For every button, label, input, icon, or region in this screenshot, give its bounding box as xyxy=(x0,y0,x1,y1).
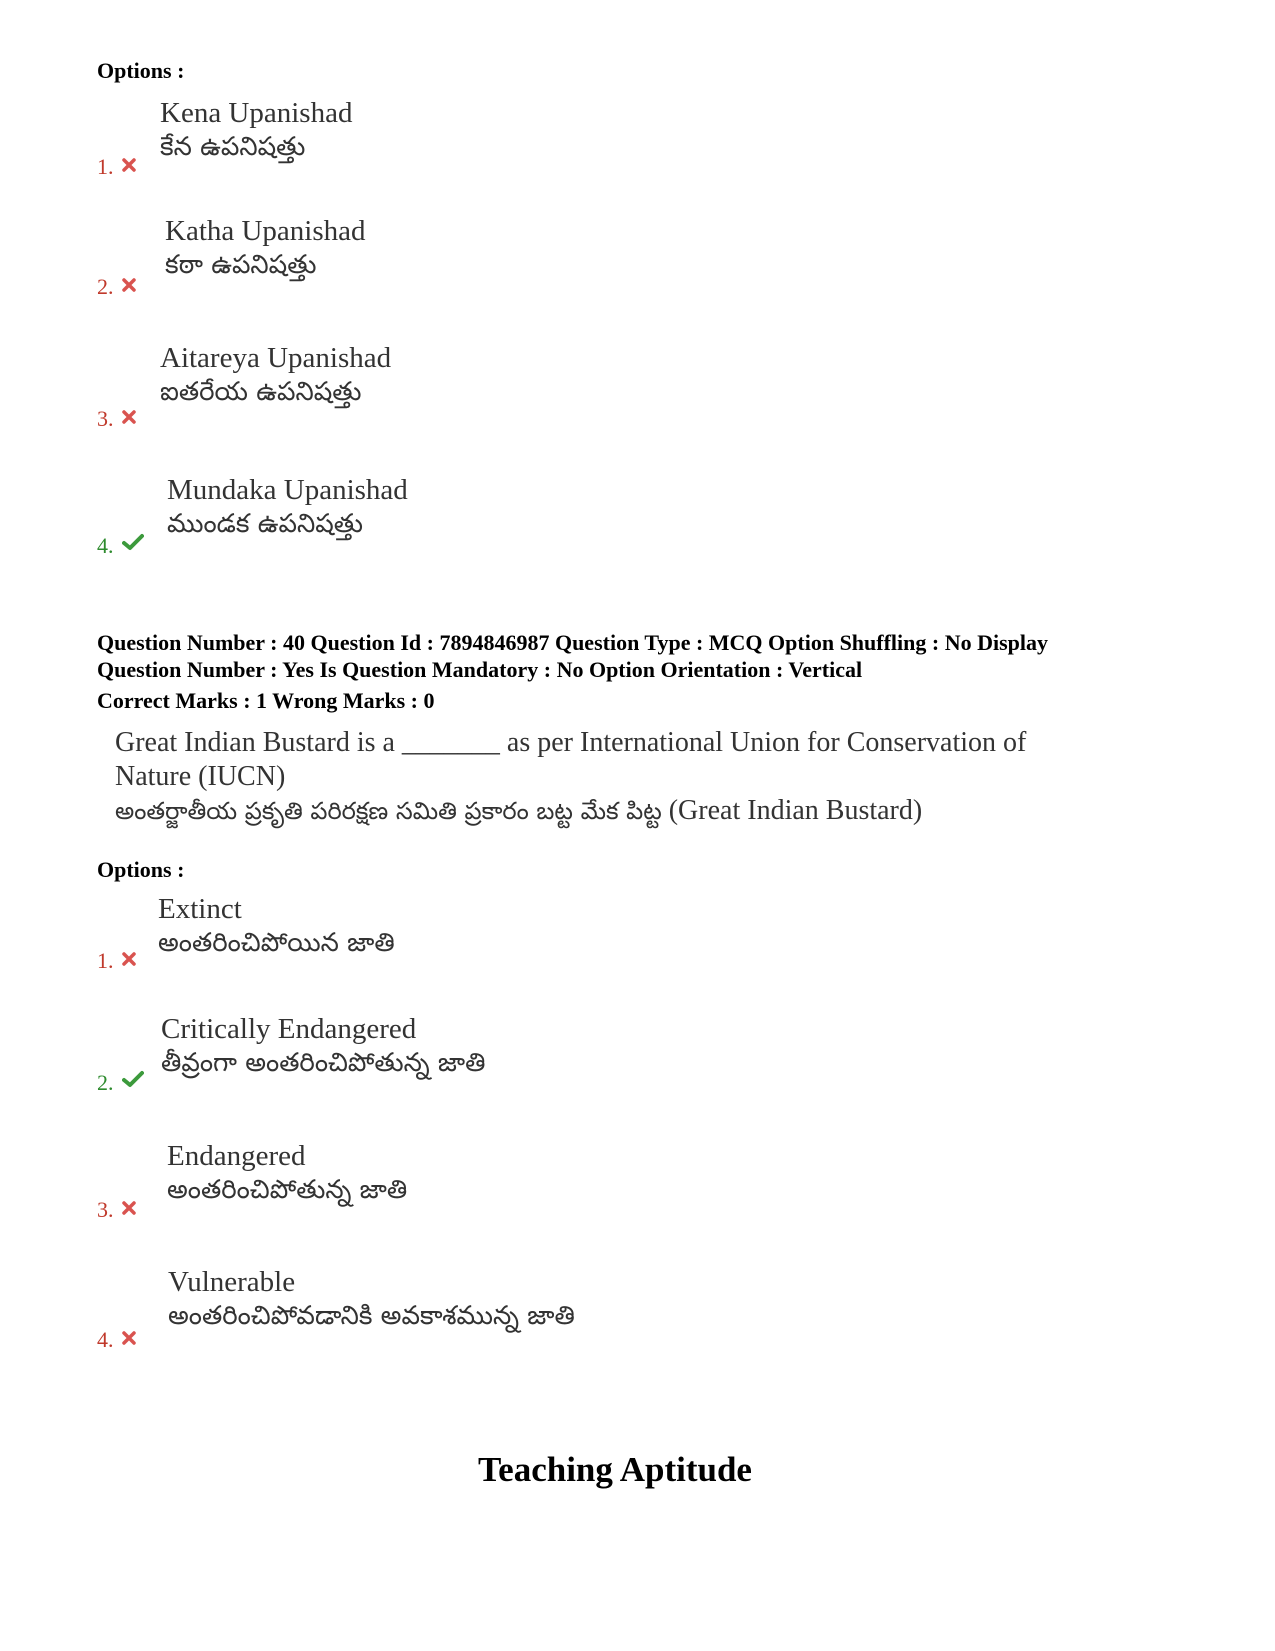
option-telugu: ఐతరేయ ఉపనిషత్తు xyxy=(160,377,362,407)
option-english: Kena Upanishad xyxy=(160,97,353,129)
options-heading: Options : xyxy=(97,58,185,83)
option-english: Mundaka Upanishad xyxy=(167,474,408,506)
question-text xyxy=(115,726,1125,828)
cross-icon xyxy=(122,1195,136,1221)
option-number-label: 4. xyxy=(97,1327,114,1352)
option-number-label: 2. xyxy=(97,1070,114,1095)
option-3-number xyxy=(97,1195,136,1223)
option-english: Aitareya Upanishad xyxy=(160,342,392,374)
option-2-text xyxy=(165,214,366,282)
option-english: Katha Upanishad xyxy=(165,215,366,247)
option-3-number xyxy=(97,404,136,432)
option-2-number xyxy=(97,272,136,300)
option-english: Vulnerable xyxy=(168,1266,296,1298)
question-meta-line-1: Question Number : 40 Question Id : 7894846987 Question Type : MCQ Option Shuffling : No Display xyxy=(97,630,1049,655)
option-telugu: కఠా ఉపనిషత్తు xyxy=(165,250,317,280)
option-telugu: అంతరించిపోయిన జాతి xyxy=(158,928,395,958)
option-english: Extinct xyxy=(158,893,242,925)
option-telugu: కేన ఉపనిషత్తు xyxy=(160,132,306,162)
option-number-label: 1. xyxy=(97,948,114,973)
question-text-telugu-paren: (Great Indian Bustard) xyxy=(668,795,923,826)
option-3-text xyxy=(167,1139,407,1207)
question-marks: Correct Marks : 1 Wrong Marks : 0 xyxy=(97,688,435,713)
question-meta xyxy=(97,629,1048,683)
option-number-label: 1. xyxy=(97,154,114,179)
option-2-number xyxy=(97,1068,144,1096)
cross-icon xyxy=(122,946,136,972)
question-text-telugu-line xyxy=(115,794,1125,828)
option-english: Endangered xyxy=(167,1140,306,1172)
option-telugu: అంతరించిపోతున్న జాతి xyxy=(167,1175,408,1205)
cross-icon xyxy=(122,272,136,298)
option-1-number xyxy=(97,946,136,974)
option-number-label: 2. xyxy=(97,274,114,299)
option-4-number xyxy=(97,531,144,559)
option-1-text xyxy=(158,892,395,960)
option-1-text xyxy=(160,96,352,164)
option-number-label: 3. xyxy=(97,1197,114,1222)
option-4-text xyxy=(167,473,408,541)
option-4-text xyxy=(168,1265,575,1333)
option-4-number xyxy=(97,1325,136,1353)
check-icon xyxy=(122,531,144,557)
option-english: Critically Endangered xyxy=(161,1013,417,1045)
options-heading: Options : xyxy=(97,857,185,882)
question-meta-line-2: Question Number : Yes Is Question Mandatory : No Option Orientation : Vertical xyxy=(97,657,863,682)
option-telugu: తీవ్రంగా అంతరించిపోతున్న జాతి xyxy=(161,1048,486,1078)
option-3-text xyxy=(160,341,391,409)
option-2-text xyxy=(161,1012,485,1080)
option-telugu: ముండక ఉపనిషత్తు xyxy=(167,509,364,539)
question-text-english-line-1: Great Indian Bustard is a _______ as per International Union for Conservation of xyxy=(115,727,1027,758)
cross-icon xyxy=(122,404,136,430)
question-text-telugu: అంతర్జాతీయ ప్రకృతి పరిరక్షణ సమితి ప్రకారం బట్ట మేక పిట్ట xyxy=(115,797,662,825)
cross-icon xyxy=(122,152,136,178)
option-number-label: 4. xyxy=(97,533,114,558)
question-text-english-line-2: Nature (IUCN) xyxy=(115,761,286,792)
option-telugu: అంతరించిపోవడానికి అవకాశమున్న జాతి xyxy=(168,1301,575,1331)
option-number-label: 3. xyxy=(97,406,114,431)
check-icon xyxy=(122,1068,144,1094)
cross-icon xyxy=(122,1325,136,1351)
option-1-number xyxy=(97,152,136,180)
section-title: Teaching Aptitude xyxy=(478,1450,752,1489)
